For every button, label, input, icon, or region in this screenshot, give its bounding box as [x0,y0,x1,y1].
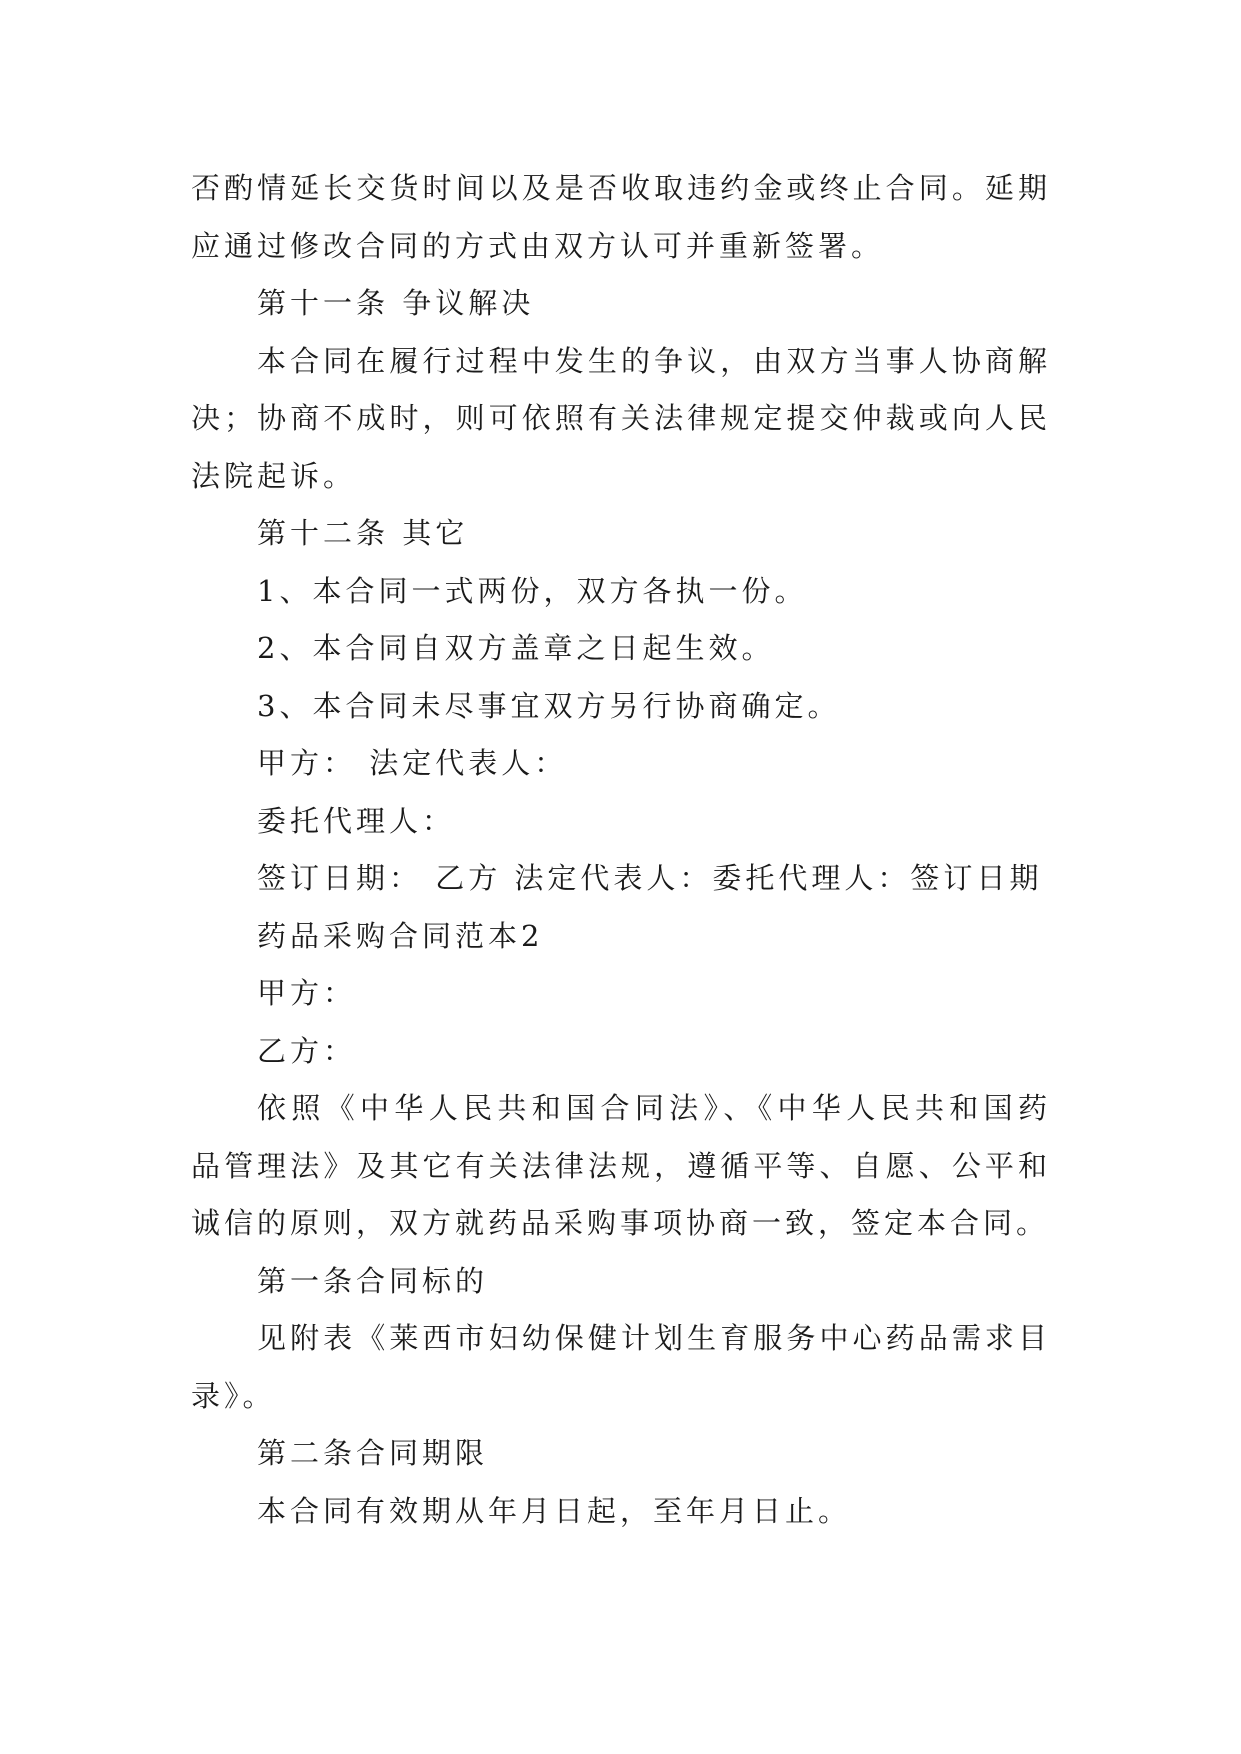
document-body [191,160,1051,1540]
party-b-line: 乙方： [257,1033,357,1068]
party-a-line: 甲方： [257,976,357,1010]
article-1-body: 见附表《莱西市妇幼保健计划生育服务中心药品需求目录》。 [191,1321,1051,1413]
article-12-heading: 第十二条 其它 [257,516,469,550]
paragraph-continuation: 否酌情延长交货时间以及是否收取违约金或终止合同。延期应通过修改合同的方式由双方认可并重新签署。 [191,171,1051,263]
preamble-paragraph: 依照《中华人民共和国合同法》、《中华人民共和国药品管理法》及其它有关法律法规，遵循平等、自愿、公平和诚信的原则，双方就药品采购事项协商一致，签定本合同。 [191,1091,1051,1240]
party-a-signature-line: 甲方： 法定代表人： [257,746,568,780]
clause-1: 1、本合同一式两份，双方各执一份。 [257,573,808,608]
clause-3: 3、本合同未尽事宜双方另行协商确定。 [257,688,841,723]
agent-line: 委托代理人： [257,803,456,838]
article-1-heading: 第一条合同标的 [257,1263,489,1298]
template-2-title: 药品采购合同范本2 [257,918,544,953]
clause-2: 2、本合同自双方盖章之日起生效。 [257,631,775,665]
article-11-heading: 第十一条 争议解决 [257,286,535,320]
signing-date-line: 签订日期： 乙方 法定代表人：委托代理人：签订日期 [257,861,1043,895]
article-2-body: 本合同有效期从年月日起，至年月日止。 [257,1493,852,1528]
article-11-body: 本合同在履行过程中发生的争议，由双方当事人协商解决；协商不成时，则可依照有关法律规定提交仲裁或向人民法院起诉。 [191,343,1051,493]
article-2-heading: 第二条合同期限 [257,1436,489,1470]
